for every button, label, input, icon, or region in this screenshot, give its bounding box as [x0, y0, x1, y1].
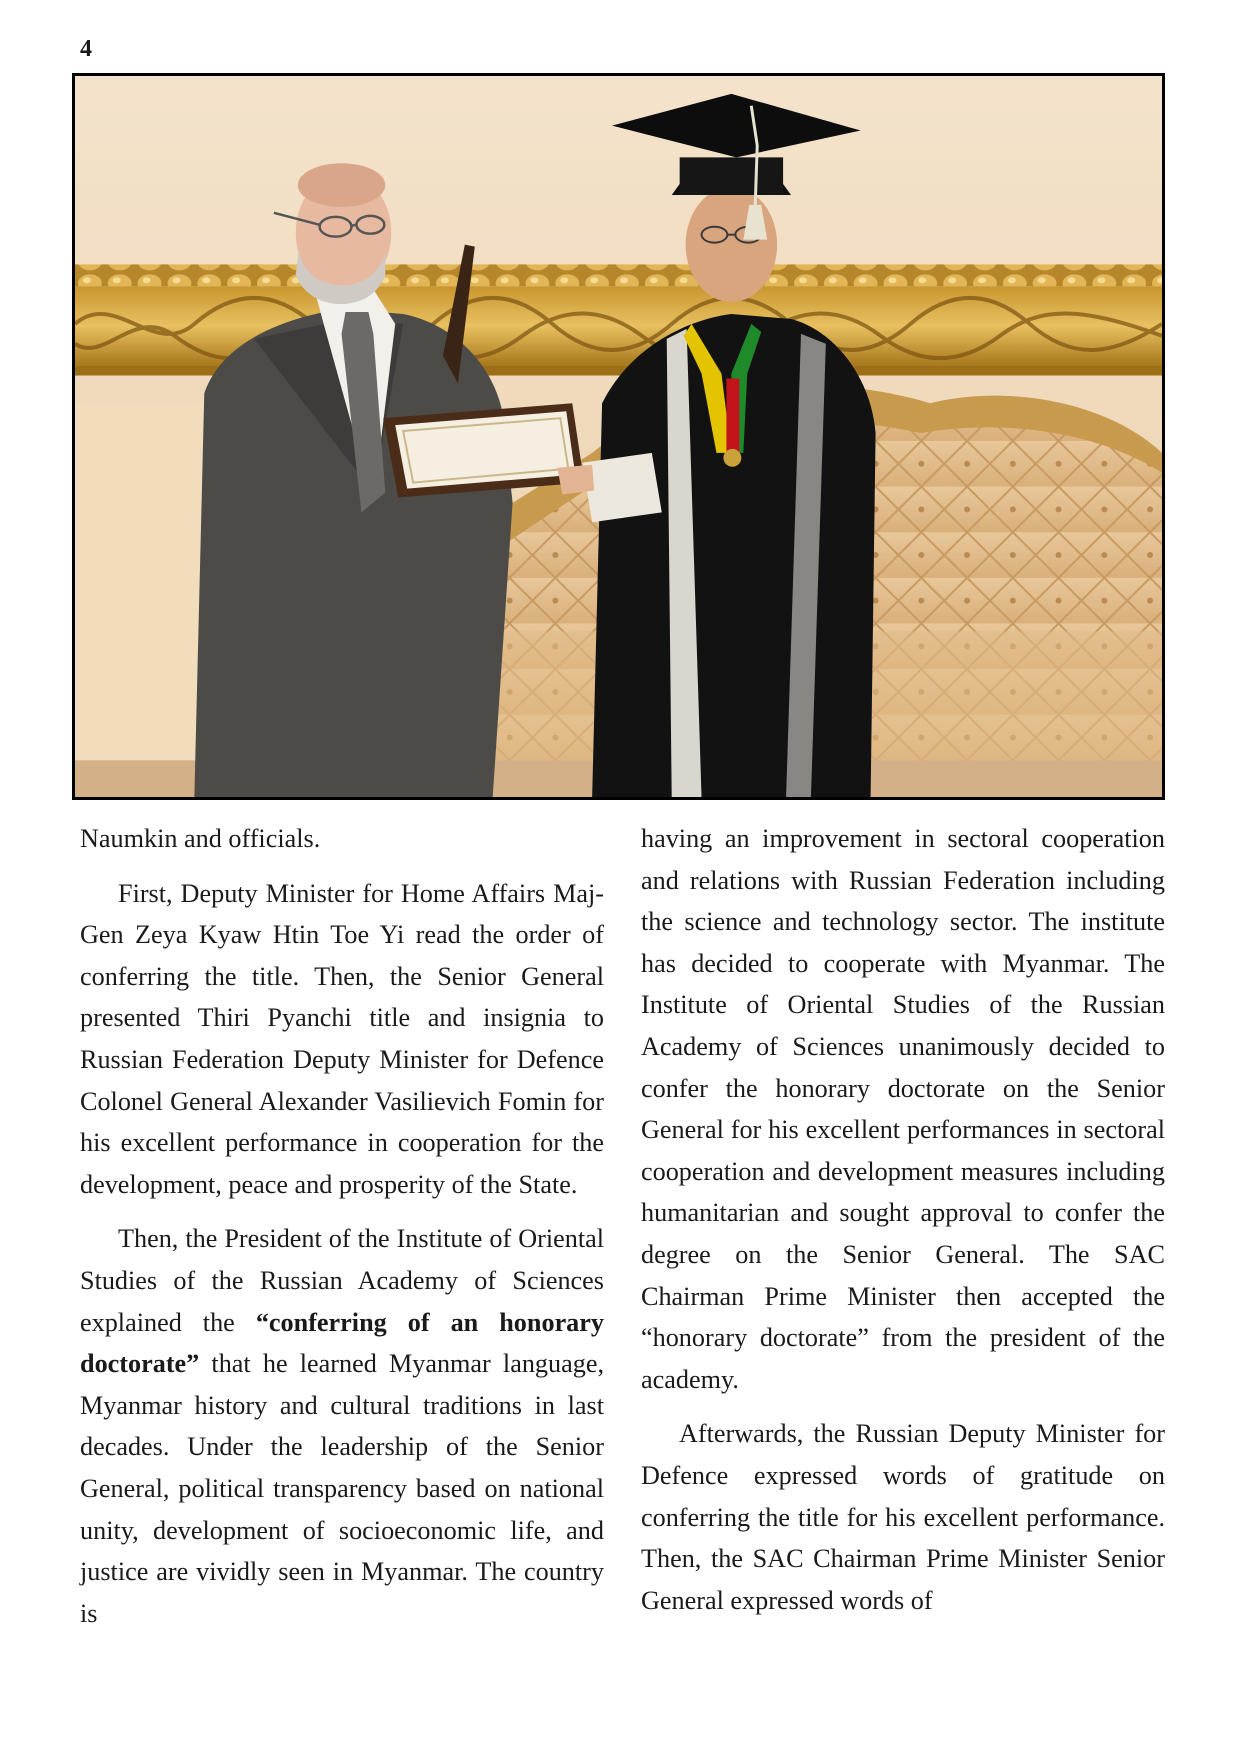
right-text-column	[641, 818, 1165, 1621]
paragraph-text: Then, the President of the Institute of Oriental Studies of the Russian Academy of Sciences explained the	[80, 1224, 604, 1337]
paragraph: Afterwards, the Russian Deputy Minister for Defence expressed words of gratitude on conferring the title for his excellent performance. Then, the SAC Chairman Prime Minister Senior General expressed words of	[641, 1419, 1165, 1615]
paragraph: First, Deputy Minister for Home Affairs Maj-Gen Zeya Kyaw Htin Toe Yi read the order of conferring the title. Then, the Senior General presented Thiri Pyanchi title and insignia to Russian Federation Deputy Minister for Defence Colonel General Alexander Vasilievich Fomin for his excellent performance in cooperation for the development, peace and prosperity of the State.	[80, 878, 604, 1199]
left-text-column	[80, 818, 604, 1634]
bold-quote: “conferring of an honorary doctorate”	[80, 1307, 604, 1379]
page-number: 4	[80, 36, 92, 62]
ceremony-photo-illustration	[75, 76, 1162, 797]
paragraph: Naumkin and officials.	[80, 824, 321, 853]
certificate-frame	[383, 403, 584, 497]
ceremony-photo	[72, 73, 1165, 800]
paragraph-text: that he learned Myanmar language, Myanmar history and cultural traditions in last decades. Under the leadership of the Senior General, political transparency based on national unity, development of socioeconomic life, and justice are vividly seen in Myanmar. The country is	[80, 1349, 604, 1628]
beaded-molding	[75, 264, 1162, 286]
paragraph	[80, 1218, 604, 1634]
paragraph: having an improvement in sectoral cooperation and relations with Russian Federation including the science and technology sector. The institute has decided to cooperate with Myanmar. The Institute of Oriental Studies of the Russian Academy of Sciences unanimously decided to confer the honorary doctorate on the Senior General for his excellent performances in sectoral cooperation and development measures including humanitarian and sought approval to confer the degree on the Senior General. The SAC Chairman Prime Minister then accepted the “honorary doctorate” from the president of the academy.	[641, 824, 1165, 1394]
